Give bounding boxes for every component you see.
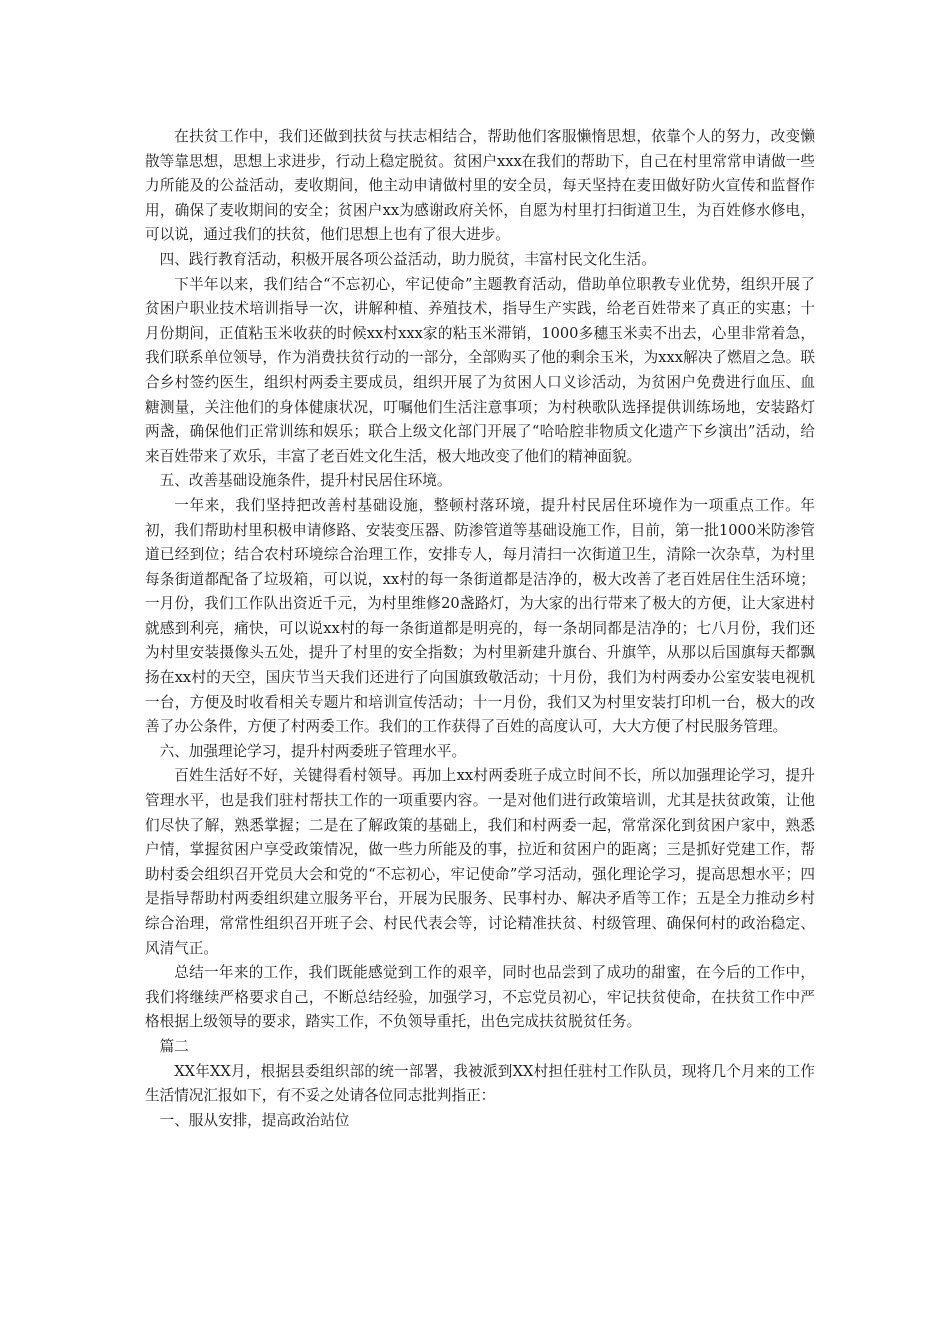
paragraph: XX年XX月，根据县委组织部的统一部署，我被派到XX村担任驻村工作队员，现将几个月来的工作生活情况汇报如下，有不妥之处请各位同志批判指正： [145,1062,815,1105]
paragraph: 下半年以来，我们结合“不忘初心，牢记使命”主题教育活动，借助单位职教专业优势，组织开展了贫困户职业技术培训指导一次，讲解种植、养殖技术，指导生产实践，给老百姓带来了真正的实惠；十月份期间，正值粘玉米收获的时候xx村xxx家的粘玉米滞销，1000多穗玉米卖不出去，心里非常着急，我们联系单位领导，作为消费扶贫行动的一部分，全部购买了他的剩余玉米，为xxx解决了燃眉之急。联合乡村签约医生，组织村两委主要成员，组织开展了为贫困人口义诊活动，为贫困户免费进行血压、血糖测量，关注他们的身体健康状况，叮嘱他们生活注意事项；为村秧歌队选择提供训练场地，安装路灯两盏，确保他们正常训练和娱乐；联合上级文化部门开展了“哈哈腔非物质文化遗产下乡演出”活动，给来百姓带来了欢乐，丰富了老百姓文化生活，极大地改变了他们的精神面貌。 [145,275,815,465]
section-heading: 一、服从安排，提高政治站位 [159,1111,350,1129]
document-body [145,125,815,1133]
paragraph: 一年来，我们坚持把改善村基础设施，整顿村落环境，提升村民居住环境作为一项重点工作。年初，我们帮助村里积极申请修路、安装变压器、防渗管道等基础设施工作，目前，第一批1000米防渗管道已经到位；结合农村环境综合治理工作，安排专人，每月清扫一次街道卫生，清除一次杂草，为村里每条街道都配备了垃圾箱，可以说，xx村的每一条街道都是洁净的，极大改善了老百姓居住生活环境；一月份，我们工作队出资近千元，为村里维修20盏路灯，为大家的出行带来了极大的方便，让大家进村就感到利亮，痛快，可以说xx村的每一条街道都是明亮的，每一条胡同都是洁净的；七八月份，我们还为村里安装摄像头五处，提升了村里的安全指数；为村里新建升旗台、升旗竿，从那以后国旗每天都飘扬在xx村的天空，国庆节当天我们还进行了向国旗致敬活动；十月份，我们为村两委办公室安装电视机一台，方便及时收看相关专题片和培训宣传活动；十一月份，我们又为村里安装打印机一台，极大的改善了办公条件，方便了村两委工作。我们的工作获得了百姓的高度认可，大大方便了村民服务管理。 [145,496,815,736]
part-heading: 篇二 [159,1037,189,1055]
section-heading: 四、践行教育活动，积极开展各项公益活动，助力脱贫，丰富村民文化生活。 [159,250,656,268]
paragraph: 百姓生活好不好，关键得看村领导。再加上xx村两委班子成立时间不长，所以加强理论学习，提升管理水平，也是我们驻村帮扶工作的一项重要内容。一是对他们进行政策培训，尤其是扶贫政策，让他们尽快了解，熟悉掌握；二是在了解政策的基础上，我们和村两委一起，常常深化到贫困户家中，熟悉户情，掌握贫困户享受政策情况，做一些力所能及的事，拉近和贫困户的距离；三是抓好党建工作，帮助村委会组织召开党员大会和党的“不忘初心，牢记使命”学习活动，强化理论学习，提高思想水平；四是指导帮助村两委组织建立服务平台，开展为民服务、民事村办、解决矛盾等工作；五是全力推动乡村综合治理，常常性组织召开班子会、村民代表会等，讨论精准扶贫、村级管理、确保何村的政治稳定、风清气正。 [145,767,815,957]
paragraph: 在扶贫工作中，我们还做到扶贫与扶志相结合，帮助他们客服懒惰思想，依靠个人的努力，改变懒散等靠思想，思想上求进步，行动上稳定脱贫。贫困户xxx在我们的帮助下，自己在村里常常申请做一些力所能及的公益活动，麦收期间，他主动申请做村里的安全员，每天坚持在麦田做好防火宣传和监督作用，确保了麦收期间的安全；贫困户xx为感谢政府关怀，自愿为村里打扫街道卫生，为百姓修水修电，可以说，通过我们的扶贫，他们思想上也有了很大进步。 [145,128,815,244]
section-heading: 五、改善基础设施条件，提升村民居住环境。 [159,472,452,490]
section-heading: 六、加强理论学习，提升村两委班子管理水平。 [159,742,467,760]
paragraph: 总结一年来的工作，我们既能感觉到工作的艰辛，同时也品尝到了成功的甜蜜，在今后的工作中，我们将继续严格要求自己，不断总结经验，加强学习，不忘党员初心，牢记扶贫使命，在扶贫工作中严格根据上级领导的要求，踏实工作，不负领导重托，出色完成扶贫脱贫任务。 [145,964,815,1031]
